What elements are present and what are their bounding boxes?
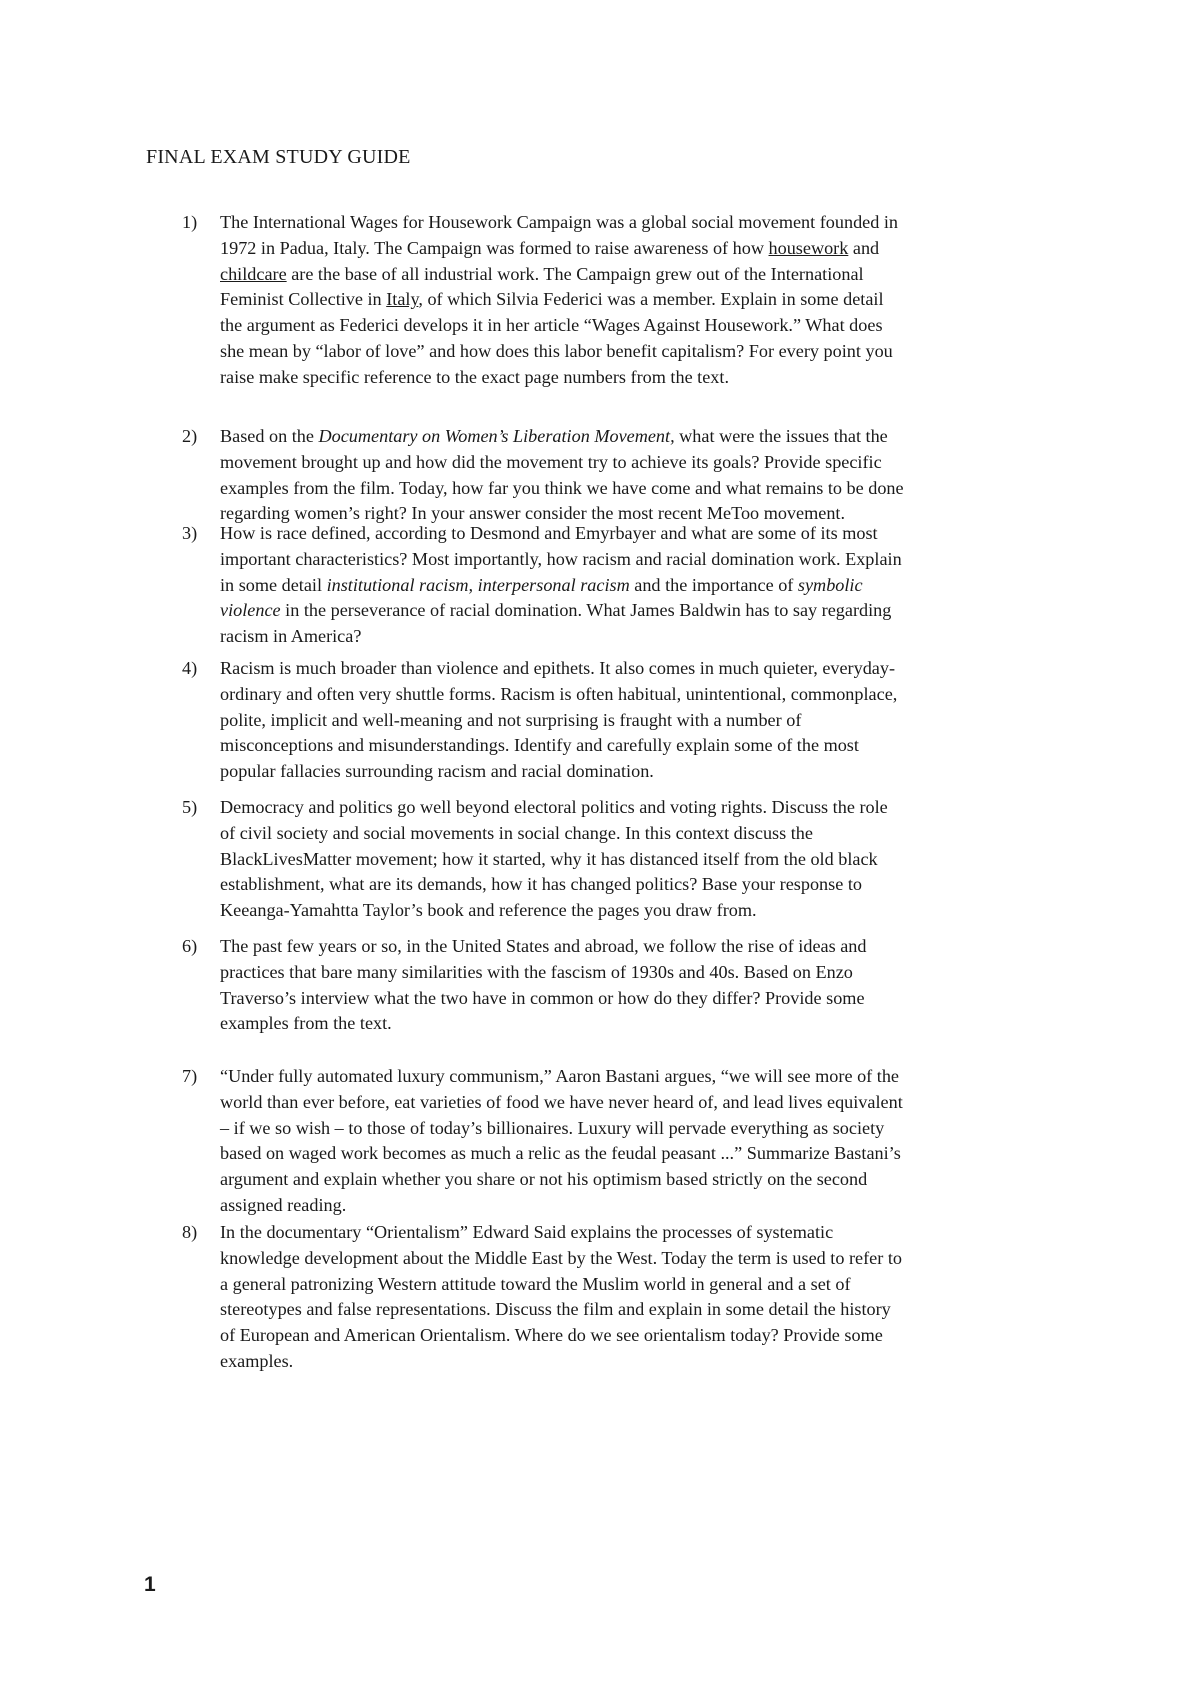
text-run: The International Wages for Housework Campaign was a global social movement founded in	[220, 212, 899, 232]
question-6	[182, 934, 1072, 1037]
question-line	[220, 960, 1072, 986]
question-line	[220, 872, 1072, 898]
text-run: establishment, what are its demands, how it has changed politics? Base your response to	[220, 874, 862, 895]
question-4	[182, 656, 1072, 785]
question-line	[220, 624, 1072, 650]
text-run: The past few years or so, in the United States and abroad, we follow the rise of ideas and	[220, 936, 867, 956]
question-line	[220, 1116, 1072, 1142]
text-run: ordinary and often very shuttle forms. Racism is often habitual, unintentional, commonplace,	[220, 683, 898, 704]
question-7	[182, 1064, 1072, 1219]
question-line	[220, 847, 1072, 873]
question-line	[220, 598, 1072, 624]
question-line	[220, 236, 1072, 262]
question-line	[220, 476, 1072, 502]
text-run: in the perseverance of racial domination. What James Baldwin has to say regarding	[280, 600, 892, 621]
question-line	[220, 656, 1072, 682]
question-number: 6)	[182, 936, 198, 956]
question-number: 3)	[182, 523, 198, 543]
question-number: 5)	[182, 797, 198, 817]
question-line	[220, 1297, 1072, 1323]
text-run: she mean by “labor of love” and how does this labor benefit capitalism? For every point you	[220, 340, 893, 361]
question-line	[220, 898, 1072, 924]
question-line	[220, 547, 1072, 573]
question-text	[220, 656, 1072, 785]
italic-term: Documentary on Women’s Liberation Movement,	[318, 426, 675, 446]
text-run: raise make specific reference to the exact page numbers from the text.	[220, 366, 730, 387]
question-text	[220, 210, 1072, 391]
question-line	[220, 450, 1072, 476]
text-run: practices that bare many similarities with the fascism of 1930s and 40s. Based on Enzo	[220, 961, 853, 982]
text-run: of civil society and social movements in social change. In this context discuss the	[220, 822, 813, 843]
question-line	[220, 573, 1072, 599]
question-5	[182, 795, 1072, 924]
question-line	[220, 313, 1072, 339]
text-run: examples from the text.	[220, 1013, 392, 1034]
question-line	[220, 1064, 1072, 1090]
text-run: misconceptions and misunderstandings. Identify and carefully explain some of the most	[220, 735, 859, 756]
text-run: Traverso’s interview what the two have in common or how do they differ? Provide some	[220, 987, 865, 1008]
text-run: examples.	[220, 1350, 294, 1371]
text-run: movement brought up and how did the movement try to achieve its goals? Provide specific	[220, 451, 882, 472]
text-run: polite, implicit and well-meaning and not surprising is fraught with a number of	[220, 709, 802, 730]
text-run: assigned reading.	[220, 1194, 347, 1215]
question-number: 7)	[182, 1066, 198, 1086]
text-run: based on waged work becomes as much a relic as the feudal peasant ...” Summarize Bastani’s	[220, 1143, 901, 1164]
text-run: Democracy and politics go well beyond electoral politics and voting rights. Discuss the role	[220, 797, 888, 817]
question-8	[182, 1220, 1072, 1375]
text-run: are the base of all industrial work. The Campaign grew out of the International	[286, 263, 864, 284]
question-text	[220, 1220, 1072, 1375]
question-3	[182, 521, 1072, 650]
question-line	[220, 424, 1072, 450]
document-title: FINAL EXAM STUDY GUIDE	[146, 146, 411, 168]
question-line	[220, 287, 1072, 313]
question-line	[220, 934, 1072, 960]
text-run: in some detail	[220, 574, 327, 595]
italic-term: violence	[220, 600, 281, 621]
text-run: 1972 in Padua, Italy. The Campaign was formed to raise awareness of how	[220, 237, 769, 258]
question-number: 4)	[182, 658, 198, 678]
question-line	[220, 262, 1072, 288]
question-line	[220, 1167, 1072, 1193]
italic-term: institutional racism, interpersonal racism	[326, 574, 630, 595]
question-line	[220, 1349, 1072, 1375]
text-run: regarding women’s right? In your answer consider the most recent MeToo movement.	[220, 503, 846, 524]
question-line	[220, 1246, 1072, 1272]
question-line	[220, 521, 1072, 547]
question-line	[220, 733, 1072, 759]
text-run: , of which Silvia Federici was a member. Explain in some detail	[418, 289, 884, 310]
italic-term: symbolic	[797, 574, 863, 595]
question-text	[220, 521, 1072, 650]
text-run: – if we so wish – to those of today’s billionaires. Luxury will pervade everything as society	[220, 1117, 885, 1138]
text-run: How is race defined, according to Desmond and Emyrbayer and what are some of its most	[220, 523, 878, 543]
text-run: knowledge development about the Middle East by the West. Today the term is used to refer to	[220, 1247, 902, 1268]
text-run: Keeanga-Yamahtta Taylor’s book and reference the pages you draw from.	[220, 900, 757, 921]
text-run: Racism is much broader than violence and epithets. It also comes in much quieter, everyday-	[220, 658, 896, 678]
question-line	[220, 1272, 1072, 1298]
question-line	[220, 759, 1072, 785]
text-run: stereotypes and false representations. Discuss the film and explain in some detail the history	[220, 1299, 891, 1320]
question-line	[220, 708, 1072, 734]
text-run: the argument as Federici develops it in her article “Wages Against Housework.” What does	[220, 315, 883, 336]
underlined-term: housework	[768, 237, 849, 258]
question-line	[220, 682, 1072, 708]
question-2	[182, 424, 1072, 527]
text-run: popular fallacies surrounding racism and racial domination.	[220, 761, 654, 782]
text-run: world than ever before, eat varieties of food we have never heard of, and lead lives equivalent	[220, 1091, 903, 1112]
question-line	[220, 795, 1072, 821]
question-line	[220, 1220, 1072, 1246]
underlined-term: Italy	[386, 289, 419, 310]
question-line	[220, 339, 1072, 365]
text-run: and	[848, 237, 880, 258]
text-run: Based on the	[220, 426, 319, 446]
question-line	[220, 821, 1072, 847]
text-run: Feminist Collective in	[220, 289, 387, 310]
question-line	[220, 986, 1072, 1012]
text-run: examples from the film. Today, how far you think we have come and what remains to be done	[220, 477, 904, 498]
question-line	[220, 1090, 1072, 1116]
text-run: important characteristics? Most importantly, how racism and racial domination work. Explain	[220, 548, 902, 569]
text-run: argument and explain whether you share or not his optimism based strictly on the second	[220, 1169, 868, 1190]
underlined-term: childcare	[220, 263, 287, 284]
question-line	[220, 1323, 1072, 1349]
question-number: 8)	[182, 1222, 198, 1242]
text-run: a general patronizing Western attitude toward the Muslim world in general and a set of	[220, 1273, 851, 1294]
question-line	[220, 365, 1072, 391]
question-text	[220, 424, 1072, 527]
question-text	[220, 934, 1072, 1037]
text-run: racism in America?	[220, 626, 362, 647]
question-text	[220, 795, 1072, 924]
text-run: “Under fully automated luxury communism,” Aaron Bastani argues, “we will see more of the	[220, 1066, 899, 1086]
question-line	[220, 1193, 1072, 1219]
question-number: 1)	[182, 212, 198, 232]
question-line	[220, 1011, 1072, 1037]
question-line	[220, 210, 1072, 236]
text-run: and the importance of	[629, 574, 798, 595]
question-line	[220, 1141, 1072, 1167]
question-1	[182, 210, 1072, 391]
text-run: what were the issues that the	[674, 426, 888, 446]
text-run: of European and American Orientalism. Where do we see orientalism today? Provide some	[220, 1325, 883, 1346]
question-text	[220, 1064, 1072, 1219]
question-number: 2)	[182, 426, 198, 446]
text-run: BlackLivesMatter movement; how it started, why it has distanced itself from the old black	[220, 848, 878, 869]
text-run: In the documentary “Orientalism” Edward Said explains the processes of systematic	[220, 1222, 834, 1242]
page-number: 1	[144, 1573, 156, 1596]
